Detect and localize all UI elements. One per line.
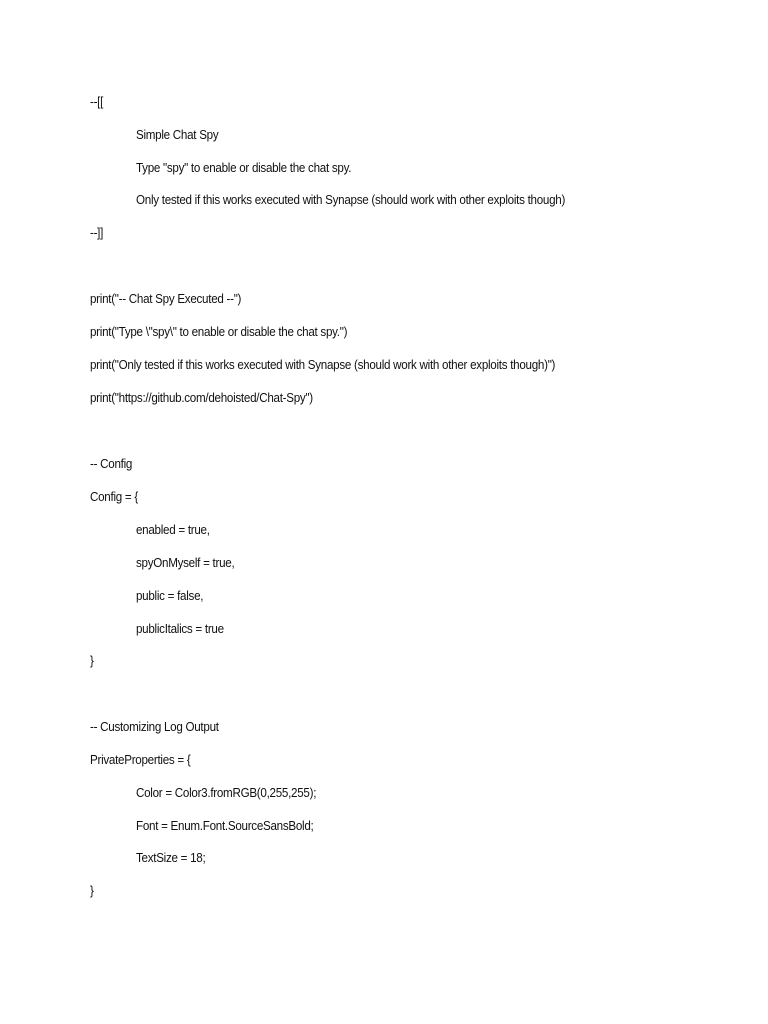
code-line: print("https://github.com/dehoisted/Chat-Spy") [90,391,313,405]
comment-line: Type "spy" to enable or disable the chat spy. [136,161,352,175]
code-line: print("Type \"spy\" to enable or disable the chat spy.") [90,325,348,339]
comment-title: Simple Chat Spy [136,128,219,142]
code-line: Font = Enum.Font.SourceSansBold; [136,819,314,833]
code-line: spyOnMyself = true, [136,556,235,570]
comment-line: Only tested if this works executed with Synapse (should work with other exploits though) [136,193,566,207]
code-line: enabled = true, [136,523,210,537]
code-line: publicItalics = true [136,622,224,636]
code-line: } [90,884,94,898]
code-line: print("Only tested if this works executed with Synapse (should work with other exploits though)") [90,358,556,372]
comment-close: --]] [90,226,104,240]
code-line: print("-- Chat Spy Executed --") [90,292,242,306]
log-output-comment: -- Customizing Log Output [90,720,219,734]
code-line: TextSize = 18; [136,851,206,865]
code-line: } [90,654,94,668]
code-line: public = false, [136,589,204,603]
code-line: Color = Color3.fromRGB(0,255,255); [136,786,317,800]
comment-open: --[[ [90,95,104,109]
code-line: Config = { [90,490,138,504]
code-line: PrivateProperties = { [90,753,191,767]
config-comment: -- Config [90,457,133,471]
